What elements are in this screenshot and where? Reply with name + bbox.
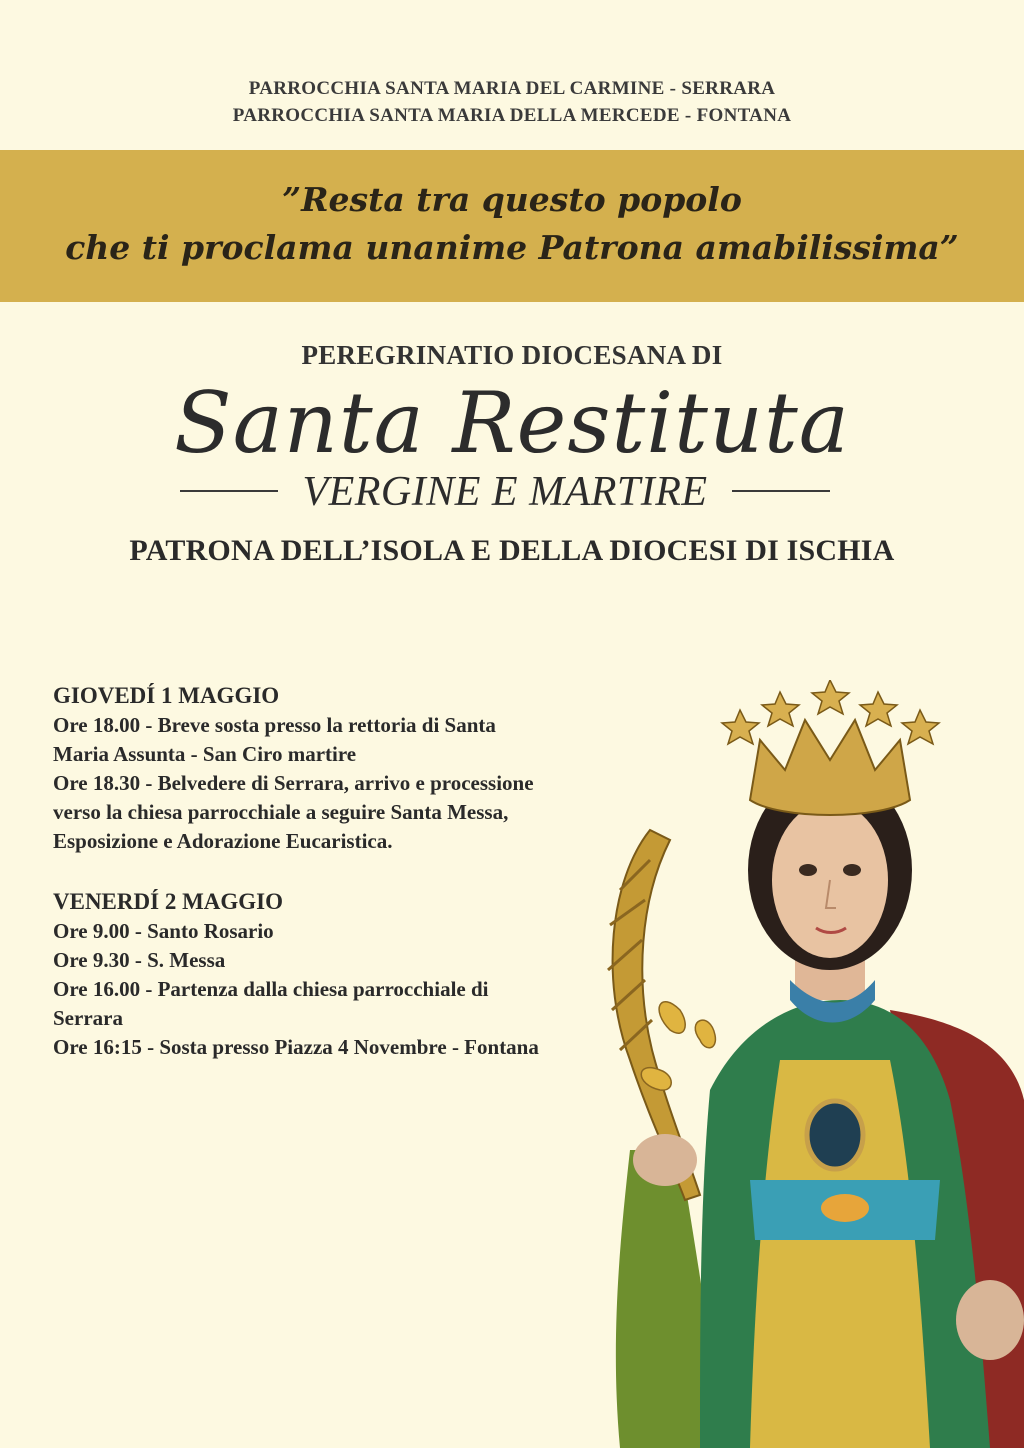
parish-name-serrara: PARROCCHIA SANTA MARIA DEL CARMINE - SERRARA [248,78,776,99]
schedule-line: Ore 16.00 - Partenza dalla chiesa parrocchiale di [53,977,489,1001]
schedule-line: Ore 16:15 - Sosta presso Piazza 4 Novembre - Fontana [53,1035,539,1059]
schedule-line: Maria Assunta - San Ciro martire [53,742,357,766]
schedule-day-1 [53,680,613,856]
saint-statue-illustration [590,680,1024,1448]
day-1-title: GIOVEDÍ 1 MAGGIO [53,683,280,708]
schedule-line: Ore 9.30 - S. Messa [53,948,226,972]
subtitle: VERGINE E MARTIRE [302,469,708,515]
day-2-title: VENERDÍ 2 MAGGIO [53,889,284,914]
schedule-line: Serrara [53,1006,123,1030]
schedule-day-2 [53,886,613,1062]
subtitle-row [180,468,830,515]
schedule-line: Ore 18.30 - Belvedere di Serrara, arrivo e processione [53,771,534,795]
quote-line-1: ”Resta tra questo popolo [282,180,742,219]
divider-right [732,490,830,492]
schedule-line: Esposizione e Adorazione Eucaristica. [53,829,393,853]
schedule-line: verso la chiesa parrocchiale a seguire Santa Messa, [53,800,509,824]
quote-line-2: che ti proclama unanime Patrona amabilissima” [65,228,959,267]
schedule-line: Ore 9.00 - Santo Rosario [53,919,274,943]
parish-name-fontana: PARROCCHIA SANTA MARIA DELLA MERCEDE - FONTANA [232,105,792,126]
pretitle: PEREGRINATIO DIOCESANA DI [301,340,723,370]
saint-name-title: Santa Restituta [174,374,850,472]
patrona-heading: PATRONA DELL’ISOLA E DELLA DIOCESI DI ISCHIA [129,534,895,567]
quote-band [0,150,1024,302]
schedule-line: Ore 18.00 - Breve sosta presso la rettoria di Santa [53,713,496,737]
